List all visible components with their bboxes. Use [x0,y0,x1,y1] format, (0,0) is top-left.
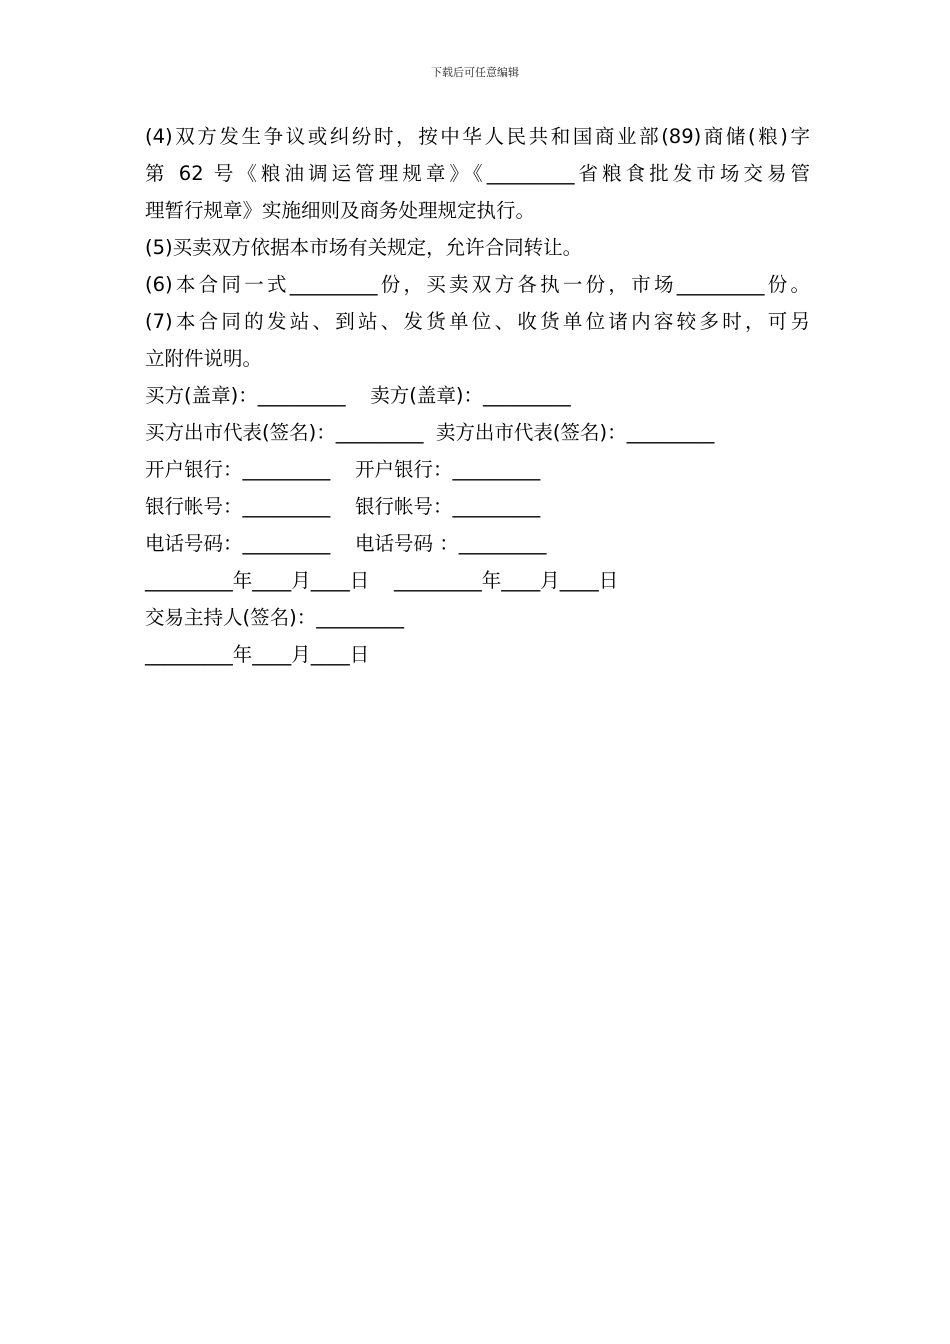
clause-4-line-1: (4)双方发生争议或纠纷时，按中华人民共和国商业部(89)商储(粮)字 [145,125,810,148]
clause-6: (6)本合同一式_________份，买卖双方各执一份，市场_________份。 [145,273,810,296]
clause-5: (5)买卖双方依据本市场有关规定，允许合同转让。 [145,236,583,259]
phone-line: 电话号码：_________ 电话号码 ：_________ [145,532,547,555]
contract-body [145,118,810,673]
account-line: 银行帐号：_________ 银行帐号：_________ [145,495,541,518]
host-line: 交易主持人(签名)：_________ [145,606,404,629]
representative-line: 买方出市代表(签名)：_________ 卖方出市代表(签名)：_________ [145,421,715,444]
clause-4-line-3: 理暂行规章》实施细则及商务处理规定执行。 [145,199,536,222]
host-date-line: _________年____月____日 [145,643,370,666]
clause-4-line-2: 第 62 号《粮油调运管理规章》《_________省粮食批发市场交易管 [145,162,810,185]
seal-line: 买方(盖章)：_________ 卖方(盖章)：_________ [145,384,571,407]
page-header: 下载后可任意编辑 [431,66,519,79]
clause-7-line-1: (7)本合同的发站、到站、发货单位、收货单位诸内容较多时，可另 [145,310,810,333]
clause-7-line-2: 立附件说明。 [145,347,263,370]
bank-line: 开户银行：_________ 开户银行：_________ [145,458,541,481]
date-line: _________年____月____日 _________年____月____日 [145,569,619,592]
